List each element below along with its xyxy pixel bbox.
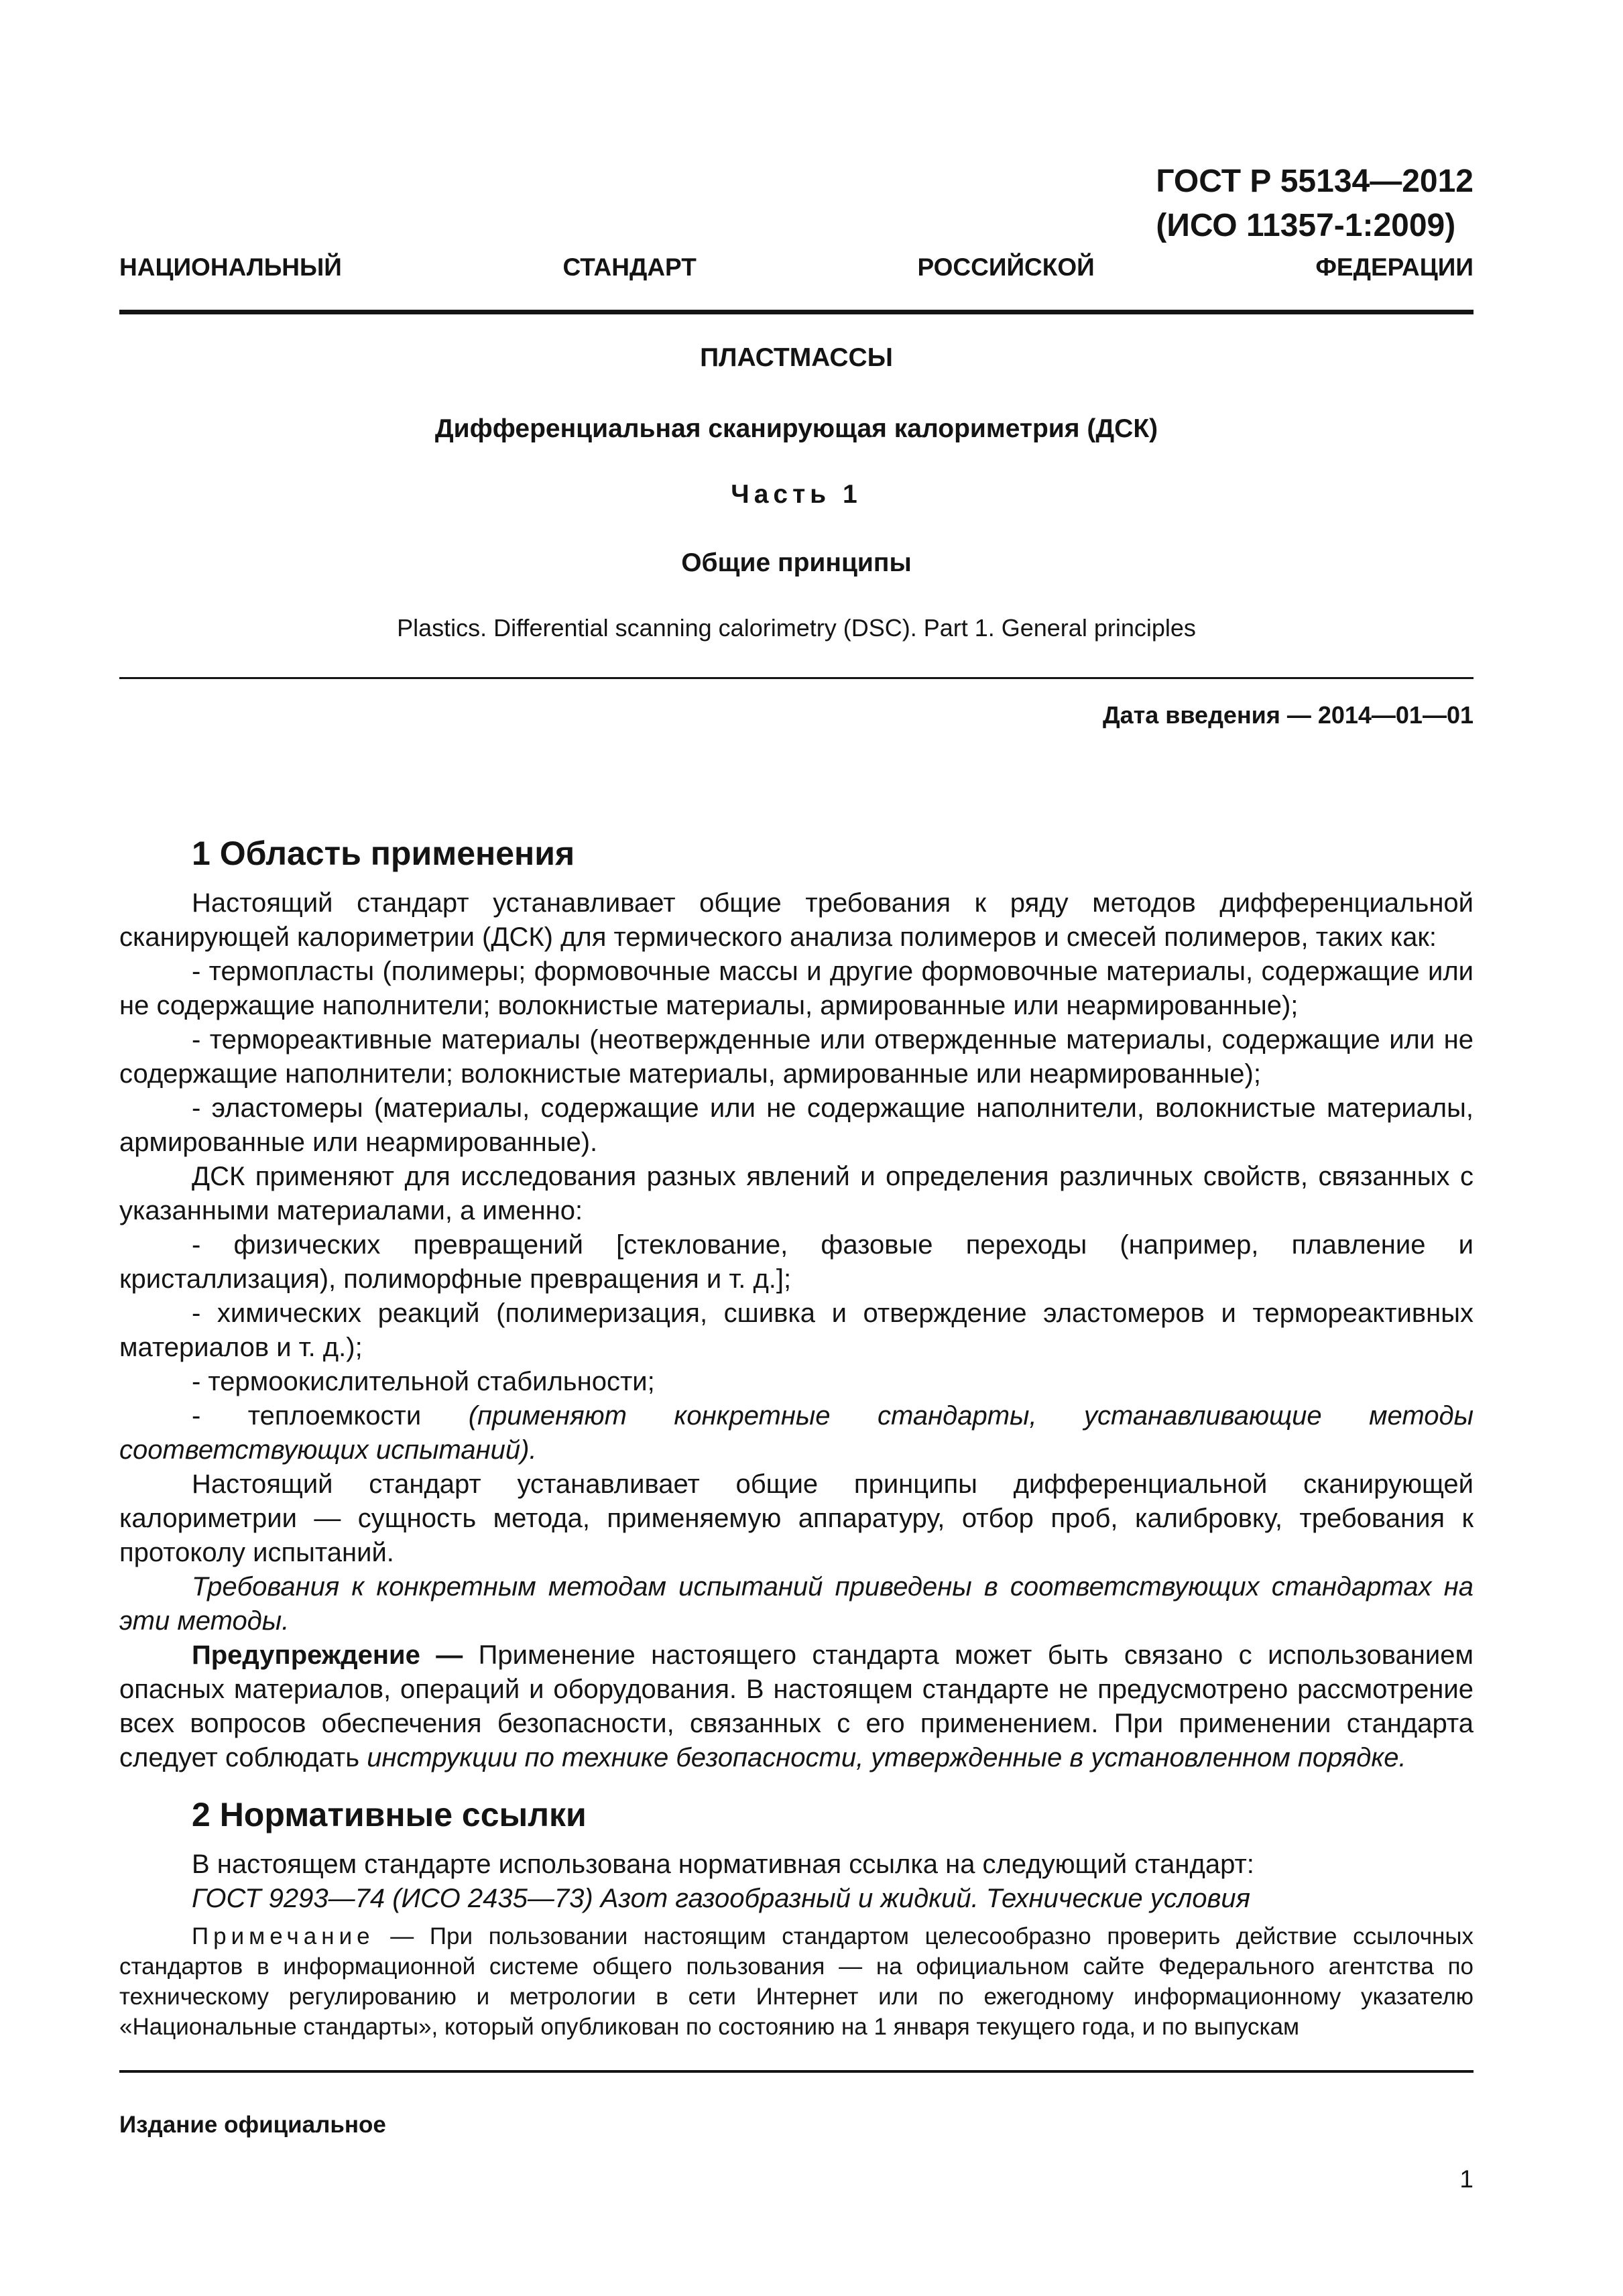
section1-list-item: - физических превращений [стеклование, фазовые переходы (например, плавление и кристаллизация), полиморфные превращения и т. д.]; xyxy=(119,1230,1474,1294)
section1-list-item: - химических реакций (полимеризация, сшивка и отверждение эластомеров и термореактивных материалов и т. д.); xyxy=(119,1298,1474,1362)
footer-rule xyxy=(119,2070,1474,2073)
normative-reference: ГОСТ 9293—74 (ИСО 2435—73) Азот газообразный и жидкий. Технические условия xyxy=(192,1884,1251,1913)
section1-list-item: - термопласты (полимеры; формовочные массы и другие формовочные материалы, содержащие или не содержащие наполнители; волокнистые материалы, армированные или неармированные); xyxy=(119,957,1474,1020)
note-paragraph xyxy=(119,1921,1474,2042)
warning-italic-text: инструкции по технике безопасности, утвержденные в установленном порядке. xyxy=(367,1743,1406,1772)
designation-iso: (ИСО 11357-1:2009) xyxy=(1156,208,1456,243)
section2-heading: 2 Нормативные ссылки xyxy=(192,1796,587,1833)
section1-list-item: - термореактивные материалы (неотвержденные или отвержденные материалы, содержащие или не содержащие наполнители; волокнистые материалы, армированные или неармированные); xyxy=(119,1025,1474,1089)
title-subtitle: Общие принципы xyxy=(681,548,912,577)
warning-paragraph xyxy=(119,1638,1474,1775)
list-item-text: - теплоемкости xyxy=(192,1401,469,1431)
standard-designation xyxy=(1156,160,1474,248)
section2-body xyxy=(119,1848,1474,1916)
note-label: Примечание xyxy=(192,1923,375,1949)
warning-label: Предупреждение — xyxy=(192,1640,463,1670)
note-text: — При пользовании настоящим стандартом целесообразно проверить действие ссылочных стандартов в информационной системе общего пользования — на официальном сайте Федерального агентства по техническому регулированию и метрологии в сети Интернет или по ежегодному информационному указателю «Национальные стандарты», который опубликован по состоянию на 1 января текущего года, и по выпускам xyxy=(119,1923,1474,2040)
title-part: Часть 1 xyxy=(731,480,862,509)
official-edition-label: Издание официальное xyxy=(119,2112,386,2138)
title-method: Дифференциальная сканирующая калориметрия (ДСК) xyxy=(434,414,1158,443)
section1-italic-paragraph: Требования к конкретным методам испытаний приведены в соответствующих стандартах на эти методы. xyxy=(119,1572,1474,1636)
national-standard-banner: НАЦИОНАЛЬНЫЙ СТАНДАРТ РОССИЙСКОЙ ФЕДЕРАЦИИ xyxy=(119,253,1474,281)
page-number: 1 xyxy=(1459,2165,1474,2193)
section1-paragraph: Настоящий стандарт устанавливает общие требования к ряду методов дифференциальной сканирующей калориметрии (ДСК) для термического анализа полимеров и смесей полимеров, таких как: xyxy=(119,888,1474,952)
title-english: Plastics. Differential scanning calorimetry (DSC). Part 1. General principles xyxy=(397,614,1196,642)
section1-list-item xyxy=(119,1399,1474,1467)
section1-body xyxy=(119,886,1474,1775)
section1-paragraph: Настоящий стандарт устанавливает общие принципы дифференциальной сканирующей калориметрии — сущность метода, применяемую аппаратуру, отбор проб, калибровку, требования к протоколу испытаний. xyxy=(119,1469,1474,1567)
section1-list-item: - эластомеры (материалы, содержащие или не содержащие наполнители, волокнистые материалы, армированные или неармированные). xyxy=(119,1093,1474,1157)
section1-list-item: - термоокислительной стабильности; xyxy=(192,1367,655,1396)
section1-paragraph: ДСК применяют для исследования разных явлений и определения различных свойств, связанных с указанными материалами, а именно: xyxy=(119,1162,1474,1225)
introduction-date: Дата введения — 2014—01—01 xyxy=(1102,701,1474,729)
title-main: ПЛАСТМАССЫ xyxy=(700,343,893,372)
header-rule xyxy=(119,310,1474,314)
list-item-italic-text: (применяют конкретные стандарты, устанавливающие методы соответствующих испытаний). xyxy=(119,1401,1474,1465)
warning-text: Применение настоящего стандарта может быть связано с использованием опасных материалов, операций и оборудования. В настоящем стандарте не предусмотрено рассмотрение всех вопросов обеспечения безопасности, связанных с его применением. При применении стандарта следует соблюдать xyxy=(119,1640,1474,1772)
section2-paragraph: В настоящем стандарте использована нормативная ссылка на следующий стандарт: xyxy=(192,1850,1254,1879)
title-rule xyxy=(119,677,1474,679)
section1-heading: 1 Область применения xyxy=(192,835,575,872)
designation-gost: ГОСТ Р 55134—2012 xyxy=(1156,164,1474,199)
